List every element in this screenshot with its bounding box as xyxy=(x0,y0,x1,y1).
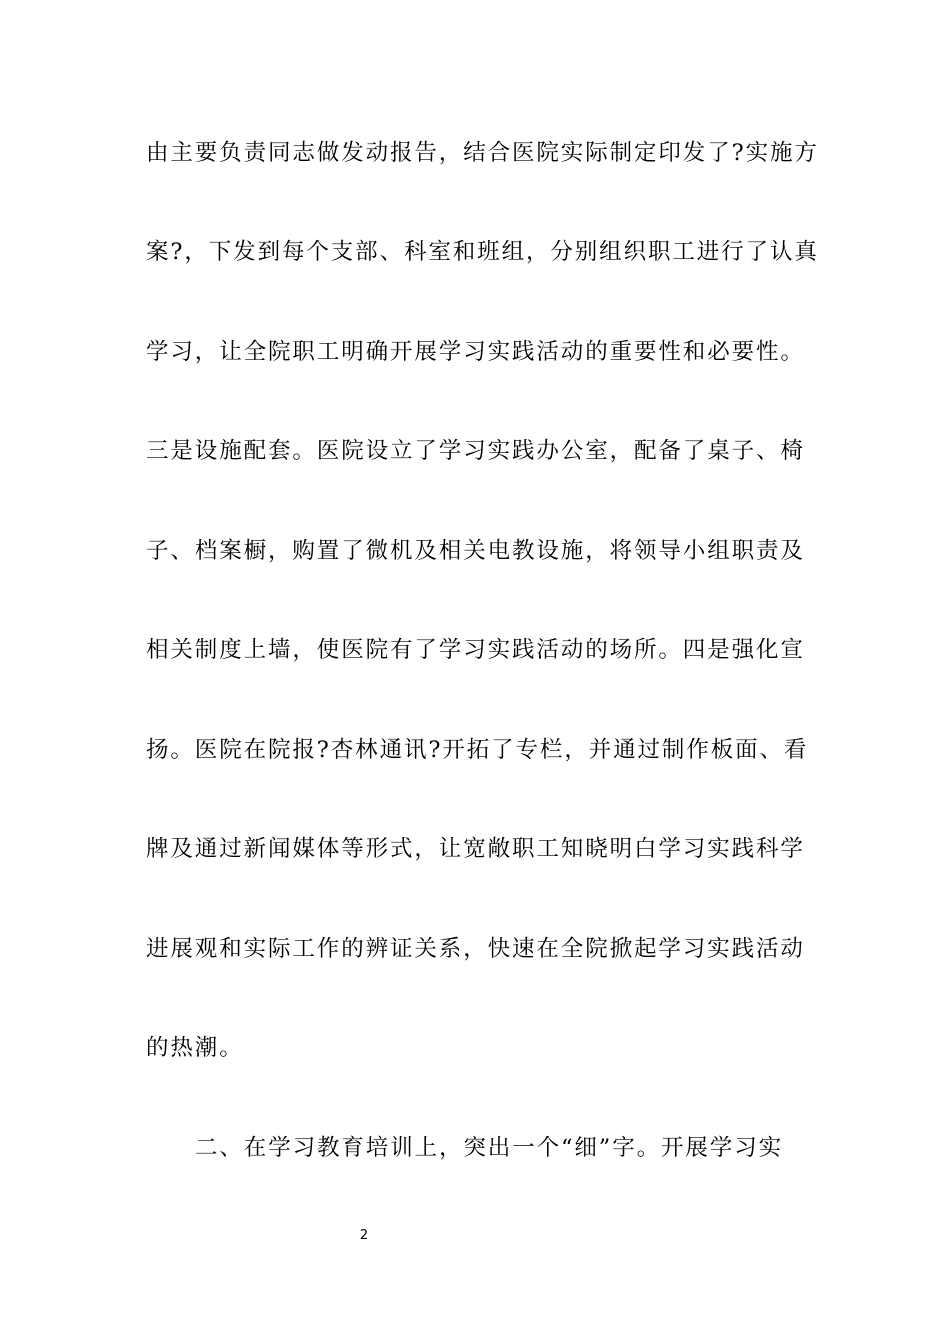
body-text-line: 三是设施配套。医院设立了学习实践办公室，配备了桌子、椅 xyxy=(146,438,805,464)
paragraph-start-line: 二、在学习教育培训上，突出一个“细”字。开展学习实 xyxy=(195,1135,784,1161)
page-number: 2 xyxy=(359,1228,369,1243)
body-text-line: 学习，让全院职工明确开展学习实践活动的重要性和必要性。 xyxy=(146,339,805,365)
body-text-line: 牌及通过新闻媒体等形式，让宽敞职工知晓明白学习实践科学 xyxy=(146,836,805,862)
body-text-line: 的热潮。 xyxy=(146,1035,244,1061)
body-text-line: 子、档案橱，购置了微机及相关电教设施，将领导小组职责及 xyxy=(146,538,805,564)
body-text-line: 相关制度上墙，使医院有了学习实践活动的场所。四是强化宣 xyxy=(146,637,805,663)
body-text-line: 案?，下发到每个支部、科室和班组，分别组织职工进行了认真 xyxy=(146,239,819,265)
body-text-line: 由主要负责同志做发动报告，结合医院实际制定印发了?实施方 xyxy=(146,140,819,166)
body-text-line: 进展观和实际工作的辨证关系，快速在全院掀起学习实践活动 xyxy=(146,936,805,962)
body-text-line: 扬。医院在院报?杏林通讯?开拓了专栏，并通过制作板面、看 xyxy=(146,737,809,763)
